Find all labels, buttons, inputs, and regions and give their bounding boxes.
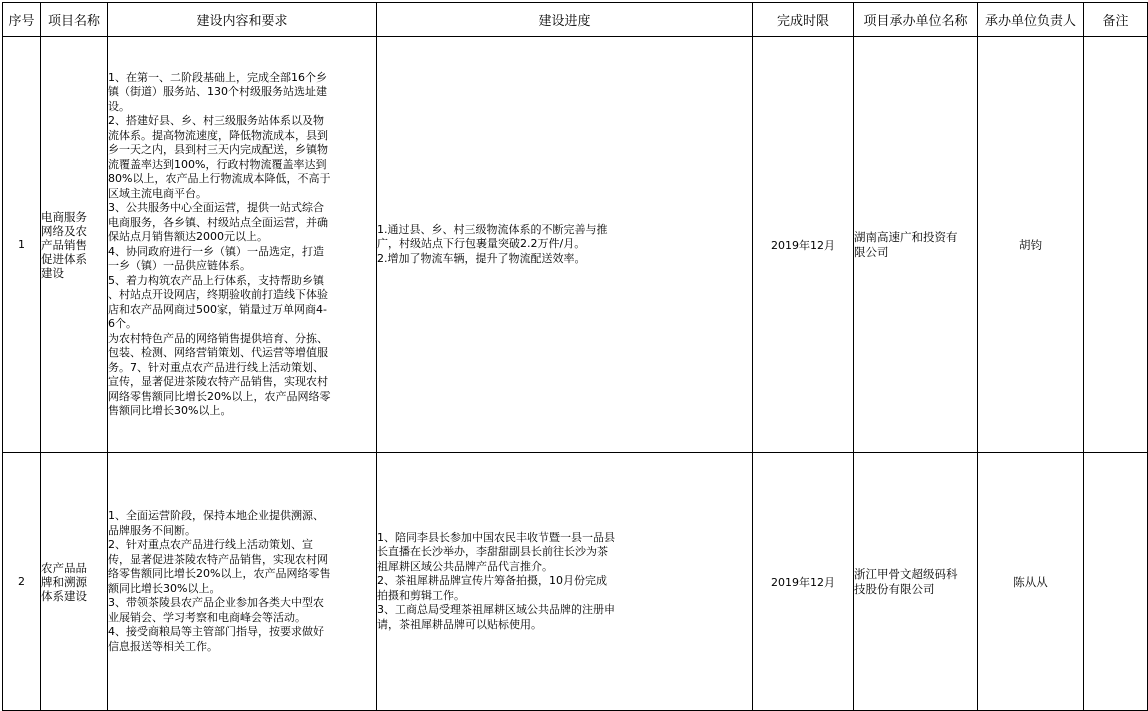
cell-deadline[interactable]: 2019年12月: [753, 453, 854, 711]
header-progress[interactable]: 建设进度: [377, 3, 753, 37]
cell-note[interactable]: [1084, 37, 1148, 453]
header-note[interactable]: 备注: [1084, 3, 1148, 37]
cell-deadline[interactable]: 2019年12月: [753, 37, 854, 453]
cell-seq[interactable]: 1: [3, 37, 41, 453]
header-unit[interactable]: 项目承办单位名称: [854, 3, 978, 37]
cell-content[interactable]: 1、在第一、二阶段基础上，完成全部16个乡 镇（街道）服务站、130个村级服务站选址建 设。 2、搭建好县、乡、村三级服务站体系以及物 流体系。提高物流速度，降低物流成本，县到 乡一天之内，县到村三天内完成配送，乡镇物 流覆盖率达到100%，行政村物流覆盖率达到 80%以上，农产品上行物流成本降低，不高于 区域主流电商平台。 3、公共服务中心全面运营，提供一站式综合 电商服务，各乡镇、村级站点全面运营，并确 保站点月销售额达2000元以上。 4、协同政府进行一乡（镇）一品选定，打造 一乡（镇）一品供应链体系。 5、着力构筑农产品上行体系，支持帮助乡镇 、村站点开设网店，终期验收前打造线下体验 店和农产品网商过500家，销量过万单网商4- 6个。 为农村特色产品的网络销售提供培育、分拣、 包装、检测、网络营销策划、代运营等增值服 务。7、针对重点农产品进行线上活动策划、 宣传，显著促进茶陵农特产品销售，实现农村 网络零售额同比增长20%以上，农产品网络零 售额同比增长30%以上。: [108, 37, 377, 453]
header-row: [3, 3, 1148, 37]
header-content[interactable]: 建设内容和要求: [108, 3, 377, 37]
table-row: [3, 453, 1148, 711]
table-row: [3, 37, 1148, 453]
header-deadline[interactable]: 完成时限: [753, 3, 854, 37]
cell-content[interactable]: 1、全面运营阶段，保持本地企业提供溯源、 品牌服务不间断。 2、针对重点农产品进行线上活动策划、宣 传，显著促进茶陵农特产品销售，实现农村网 络零售额同比增长20%以上，农产品网络零售 额同比增长30%以上。 3、带领茶陵县农产品企业参加各类大中型农 业展销会、学习考察和电商峰会等活动。 4、接受商粮局等主管部门指导，按要求做好 信息报送等相关工作。: [108, 453, 377, 711]
cell-project-name[interactable]: 电商服务 网络及农 产品销售 促进体系 建设: [41, 37, 108, 453]
cell-unit[interactable]: 浙江甲骨文超级码科 技股份有限公司: [854, 453, 978, 711]
cell-seq[interactable]: 2: [3, 453, 41, 711]
header-person[interactable]: 承办单位负责人: [978, 3, 1084, 37]
cell-note[interactable]: [1084, 453, 1148, 711]
cell-progress[interactable]: 1、陪同李县长参加中国农民丰收节暨一县一品县 长直播在长沙举办，李甜甜副县长前往长沙为茶 祖犀耕区域公共品牌产品代言推介。 2、茶祖犀耕品牌宣传片筹备拍摄，10月份完成 拍摄和剪辑工作。 3、工商总局受理茶祖犀耕区域公共品牌的注册申 请，茶祖犀耕品牌可以贴标使用。: [377, 453, 753, 711]
header-seq[interactable]: 序号: [3, 3, 41, 37]
cell-person[interactable]: 胡钧: [978, 37, 1084, 453]
cell-person[interactable]: 陈从从: [978, 453, 1084, 711]
cell-progress[interactable]: 1.通过县、乡、村三级物流体系的不断完善与推 广，村级站点下行包裹量突破2.2万件/月。 2.增加了物流车辆，提升了物流配送效率。: [377, 37, 753, 453]
header-project-name[interactable]: 项目名称: [41, 3, 108, 37]
project-table: [2, 2, 1148, 711]
cell-unit[interactable]: 湖南高速广和投资有 限公司: [854, 37, 978, 453]
cell-project-name[interactable]: 农产品品 牌和溯源 体系建设: [41, 453, 108, 711]
